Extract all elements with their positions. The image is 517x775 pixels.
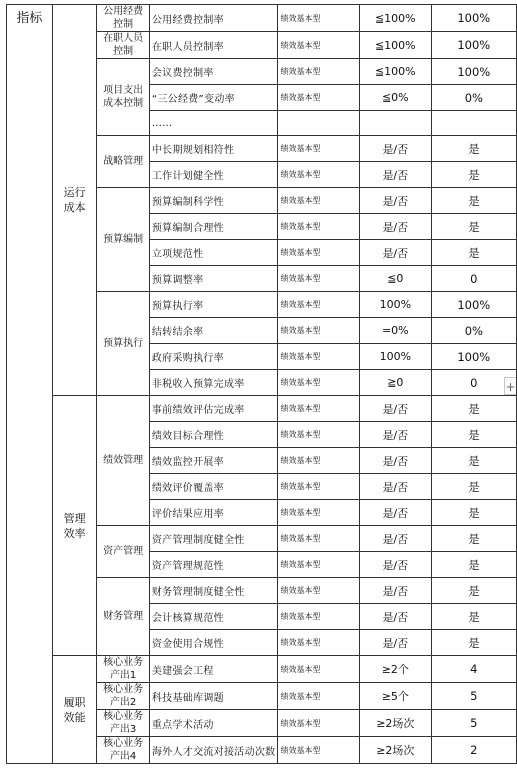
standard-cell: ≦0 bbox=[359, 266, 431, 292]
target-value-cell bbox=[431, 111, 516, 136]
indicator-type-cell: 绩效基本型 bbox=[278, 344, 360, 370]
target-value-cell: 5 bbox=[431, 683, 516, 710]
table-row bbox=[7, 656, 517, 683]
indicator-cell: 资产管理规范性 bbox=[149, 552, 278, 578]
indicator-cell: “三公经费”变动率 bbox=[149, 85, 278, 111]
indicator-cell: 工作计划健全性 bbox=[149, 162, 278, 188]
indicator-cell: 公用经费控制率 bbox=[149, 5, 278, 32]
indicator-type-cell: 绩效基本型 bbox=[278, 474, 360, 500]
indicator-cell: 绩效评价覆盖率 bbox=[149, 474, 278, 500]
indicator-type-cell: 绩效基本型 bbox=[278, 526, 360, 552]
target-value-cell: 是 bbox=[431, 630, 516, 656]
target-value-cell: 5 bbox=[431, 710, 516, 737]
target-value-cell: 是 bbox=[431, 552, 516, 578]
indicator-type-cell: 绩效基本型 bbox=[278, 162, 360, 188]
indicator-type-cell: 绩效基本型 bbox=[278, 292, 360, 318]
indicator-cell: 重点学术活动 bbox=[149, 710, 278, 737]
indicator-type-cell: 绩效基本型 bbox=[278, 214, 360, 240]
indicator-cell: 预算编制科学性 bbox=[149, 188, 278, 214]
standard-cell: ≧0 bbox=[359, 370, 431, 396]
target-value-cell: 是 bbox=[431, 240, 516, 266]
standard-cell: 是/否 bbox=[359, 422, 431, 448]
category-label: 核心业务 产出4 bbox=[103, 738, 144, 762]
target-value-cell: 是 bbox=[431, 526, 516, 552]
category-label: 预算编制 bbox=[103, 234, 144, 245]
group-label: 履职 效能 bbox=[63, 695, 86, 724]
level3-category-cell bbox=[97, 578, 149, 656]
level1-header-cell: 指标 bbox=[7, 5, 53, 764]
category-label: 核心业务 产出1 bbox=[103, 657, 144, 681]
indicator-type-cell: 绩效基本型 bbox=[278, 396, 360, 422]
indicator-cell: 立项规范性 bbox=[149, 240, 278, 266]
indicator-cell: 预算编制合理性 bbox=[149, 214, 278, 240]
indicator-cell: 非税收入预算完成率 bbox=[149, 370, 278, 396]
standard-cell: ≦100% bbox=[359, 59, 431, 85]
indicator-type-cell: 绩效基本型 bbox=[278, 630, 360, 656]
standard-cell: 是/否 bbox=[359, 500, 431, 526]
standard-cell: 是/否 bbox=[359, 162, 431, 188]
indicator-cell: 预算执行率 bbox=[149, 292, 278, 318]
standard-cell: 是/否 bbox=[359, 630, 431, 656]
group-label: 运行 成本 bbox=[63, 186, 86, 214]
target-value-cell: 100% bbox=[431, 32, 516, 59]
indicator-type-cell: 绩效基本型 bbox=[278, 188, 360, 214]
standard-cell: ≥2场次 bbox=[359, 737, 431, 764]
standard-cell bbox=[359, 111, 431, 136]
standard-cell: 是/否 bbox=[359, 240, 431, 266]
indicator-cell: 在职人员控制率 bbox=[149, 32, 278, 59]
indicator-cell: 预算调整率 bbox=[149, 266, 278, 292]
category-label: 公用经费 控制 bbox=[103, 6, 144, 30]
category-label: 核心业务 产出3 bbox=[103, 711, 144, 735]
target-value-cell: 是 bbox=[431, 578, 516, 604]
target-value-cell: 是 bbox=[431, 604, 516, 630]
indicator-type-cell: 绩效基本型 bbox=[278, 552, 360, 578]
indicator-cell: 结转结余率 bbox=[149, 318, 278, 344]
indicator-type-cell: 绩效基本型 bbox=[278, 578, 360, 604]
level3-category-cell bbox=[97, 5, 149, 32]
indicator-type-cell bbox=[278, 111, 360, 136]
category-label: 项目支出 成本控制 bbox=[103, 85, 144, 109]
category-label: 绩效管理 bbox=[103, 455, 144, 466]
indicator-cell: 事前绩效评估完成率 bbox=[149, 396, 278, 422]
target-value-cell: 是 bbox=[431, 500, 516, 526]
target-value-cell: 100% bbox=[431, 344, 516, 370]
target-value-cell: 4 bbox=[431, 656, 516, 683]
level3-category-cell bbox=[97, 396, 149, 526]
target-value-cell: 0 bbox=[431, 266, 516, 292]
indicator-type-cell: 绩效基本型 bbox=[278, 710, 360, 737]
indicator-type-cell: 绩效基本型 bbox=[278, 32, 360, 59]
level3-category-cell bbox=[97, 526, 149, 578]
indicator-type-cell: 绩效基本型 bbox=[278, 266, 360, 292]
indicator-type-cell: 绩效基本型 bbox=[278, 604, 360, 630]
target-value-cell: 0% bbox=[431, 318, 516, 344]
indicator-cell: 海外人才交流对接活动次数 bbox=[149, 737, 278, 764]
standard-cell: 是/否 bbox=[359, 448, 431, 474]
indicator-type-cell: 绩效基本型 bbox=[278, 448, 360, 474]
standard-cell: ≥2个 bbox=[359, 656, 431, 683]
standard-cell: ≦100% bbox=[359, 5, 431, 32]
indicator-cell: 绩效目标合理性 bbox=[149, 422, 278, 448]
indicator-type-cell: 绩效基本型 bbox=[278, 737, 360, 764]
target-value-cell: 是 bbox=[431, 162, 516, 188]
level2-group-cell bbox=[52, 396, 97, 656]
target-value-cell: 100% bbox=[431, 59, 516, 85]
standard-cell: 是/否 bbox=[359, 578, 431, 604]
standard-cell: 是/否 bbox=[359, 396, 431, 422]
indicator-type-cell: 绩效基本型 bbox=[278, 240, 360, 266]
indicator-cell: 美建强会工程 bbox=[149, 656, 278, 683]
target-value-cell: 是 bbox=[431, 422, 516, 448]
level3-category-cell bbox=[97, 188, 149, 292]
category-label: 财务管理 bbox=[103, 611, 144, 622]
standard-cell: 是/否 bbox=[359, 552, 431, 578]
indicator-type-cell: 绩效基本型 bbox=[278, 5, 360, 32]
table-row bbox=[7, 5, 517, 32]
indicator-cell: 中长期规划相符性 bbox=[149, 136, 278, 162]
expand-panel-button[interactable]: + bbox=[504, 377, 516, 395]
target-value-cell: 0% bbox=[431, 85, 516, 111]
standard-cell: 100% bbox=[359, 344, 431, 370]
indicator-cell: 资产管理制度健全性 bbox=[149, 526, 278, 552]
standard-cell: 是/否 bbox=[359, 474, 431, 500]
level2-group-cell bbox=[52, 656, 97, 764]
target-value-cell: 是 bbox=[431, 448, 516, 474]
level2-group-cell bbox=[52, 5, 97, 396]
indicator-cell: 政府采购执行率 bbox=[149, 344, 278, 370]
indicator-cell: 科技基础库调题 bbox=[149, 683, 278, 710]
level3-category-cell bbox=[97, 656, 149, 683]
indicator-type-cell: 绩效基本型 bbox=[278, 422, 360, 448]
standard-cell: 100% bbox=[359, 292, 431, 318]
target-value-cell: 100% bbox=[431, 292, 516, 318]
target-value-cell: 是 bbox=[431, 136, 516, 162]
standard-cell: ≦100% bbox=[359, 32, 431, 59]
indicator-type-cell: 绩效基本型 bbox=[278, 136, 360, 162]
target-value-cell: 0 bbox=[431, 370, 516, 396]
indicator-type-cell: 绩效基本型 bbox=[278, 370, 360, 396]
indicator-type-cell: 绩效基本型 bbox=[278, 500, 360, 526]
standard-cell: ≥2场次 bbox=[359, 710, 431, 737]
performance-indicator-table bbox=[6, 4, 517, 764]
level3-category-cell bbox=[97, 32, 149, 59]
indicator-type-cell: 绩效基本型 bbox=[278, 656, 360, 683]
category-label: 核心业务 产出2 bbox=[103, 684, 144, 708]
category-label: 战略管理 bbox=[103, 156, 144, 167]
category-label: 在职人员 控制 bbox=[103, 33, 144, 57]
target-value-cell: 2 bbox=[431, 737, 516, 764]
indicator-cell: 会议费控制率 bbox=[149, 59, 278, 85]
standard-cell: ≦0% bbox=[359, 85, 431, 111]
target-value-cell: 是 bbox=[431, 396, 516, 422]
target-value-cell: 是 bbox=[431, 188, 516, 214]
target-value-cell: 是 bbox=[431, 214, 516, 240]
indicator-type-cell: 绩效基本型 bbox=[278, 85, 360, 111]
target-value-cell: 是 bbox=[431, 474, 516, 500]
level3-category-cell bbox=[97, 292, 149, 396]
indicator-cell: 绩效监控开展率 bbox=[149, 448, 278, 474]
indicator-cell: 财务管理制度健全性 bbox=[149, 578, 278, 604]
table-row bbox=[7, 396, 517, 422]
indicator-type-cell: 绩效基本型 bbox=[278, 683, 360, 710]
level3-category-cell bbox=[97, 59, 149, 136]
standard-cell: 是/否 bbox=[359, 526, 431, 552]
target-value-cell: 100% bbox=[431, 5, 516, 32]
level3-category-cell bbox=[97, 737, 149, 764]
standard-cell: =0% bbox=[359, 318, 431, 344]
standard-cell: 是/否 bbox=[359, 188, 431, 214]
indicator-type-cell: 绩效基本型 bbox=[278, 59, 360, 85]
standard-cell: 是/否 bbox=[359, 604, 431, 630]
standard-cell: 是/否 bbox=[359, 214, 431, 240]
standard-cell: 是/否 bbox=[359, 136, 431, 162]
indicator-cell: 会计核算规范性 bbox=[149, 604, 278, 630]
category-label: 预算执行 bbox=[103, 338, 144, 349]
level3-category-cell bbox=[97, 710, 149, 737]
indicator-type-cell: 绩效基本型 bbox=[278, 318, 360, 344]
standard-cell: ≥5个 bbox=[359, 683, 431, 710]
indicator-cell: 资金使用合规性 bbox=[149, 630, 278, 656]
level3-category-cell bbox=[97, 683, 149, 710]
indicator-cell: …… bbox=[149, 111, 278, 136]
group-label: 管理 效率 bbox=[63, 511, 86, 540]
category-label: 资产管理 bbox=[103, 546, 144, 557]
indicator-cell: 评价结果应用率 bbox=[149, 500, 278, 526]
level3-category-cell bbox=[97, 136, 149, 188]
